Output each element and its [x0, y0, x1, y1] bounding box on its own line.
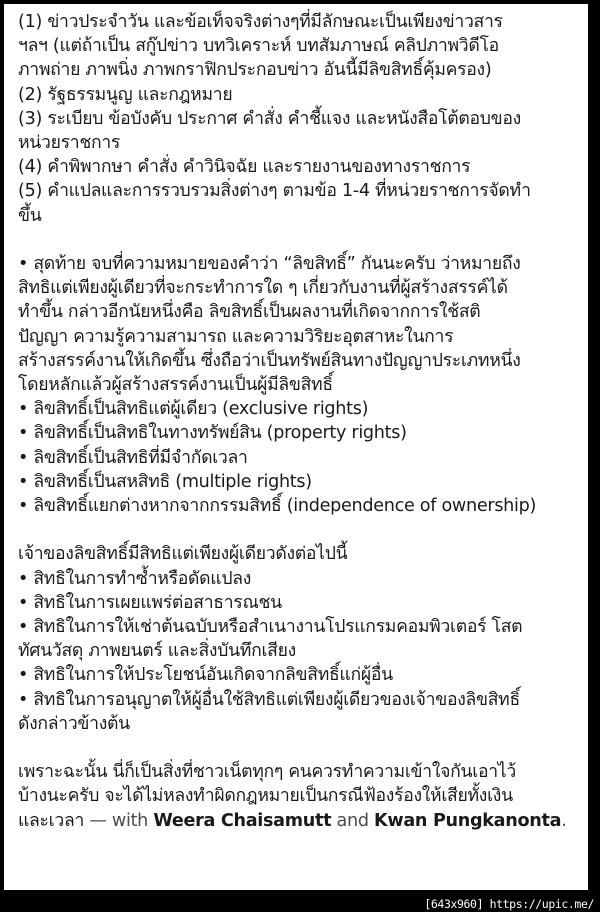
text-line: (2) รัฐธรรมนูญ และกฎหมาย: [18, 84, 233, 105]
paragraph-gap: [18, 736, 584, 760]
paragraph-gap: [18, 228, 584, 252]
period: .: [561, 810, 567, 831]
bullet-item: • ลิขสิทธิ์เป็นสหสิทธิ (multiple rights): [18, 471, 312, 492]
text-line: (4) คำพิพากษา คำสั่ง คำวินิจฉัย และรายงานของทางราชการ: [18, 157, 471, 178]
bullet-item: • ลิขสิทธิ์แยกต่างหากจากกรรมสิทธิ์ (independence of ownership): [18, 496, 537, 517]
with-label: — with: [84, 810, 154, 831]
text-line: ดังกล่าวข้างต้น: [18, 713, 130, 734]
section-exceptions-list: [18, 10, 584, 228]
text-line: ภาพถ่าย ภาพนิ่ง ภาพกราฟิกประกอบข่าว อันนี้มีลิขสิทธิ์คุ้มครอง): [18, 60, 492, 81]
text-line: ฯลฯ (แต่ถ้าเป็น สกู๊ปข่าว บทวิเคราะห์ บทสัมภาษณ์ คลิปภาพวิดีโอ: [18, 36, 499, 57]
text-line: บ้างนะครับ จะได้ไม่หลงทำผิดกฎหมายเป็นกรณีฟ้องร้องให้เสียทั้งเงิน: [18, 786, 513, 807]
text-line: ขึ้น: [18, 205, 42, 226]
text-line: (3) ระเบียบ ข้อบังคับ ประกาศ คำสั่ง คำชี้แจง และหนังสือโต้ตอบของ: [18, 108, 521, 129]
text-line-with-tags: [18, 809, 584, 833]
text-segment: และเวลา: [18, 810, 85, 831]
bullet-item: • ลิขสิทธิ์เป็นสิทธิแต่ผู้เดียว (exclusive rights): [18, 399, 369, 420]
text-line: ทำขึ้น กล่าวอีกนัยหนึ่งคือ ลิขสิทธิ์เป็นผลงานที่เกิดจากการใช้สติ: [18, 302, 481, 323]
text-line: เพราะฉะนั้น นี่ก็เป็นสิ่งที่ชาวเน็ตทุกๆ คนควรทำความเข้าใจกันเอาไว้: [18, 762, 516, 783]
tagged-person-link[interactable]: Kwan Pungkanonta: [374, 810, 562, 831]
text-line: ทัศนวัสดุ ภาพยนตร์ และสิ่งบันทึกเสียง: [18, 641, 296, 662]
section-owner-rights: [18, 542, 584, 736]
image-host-watermark: [643x960] https://upic.me/: [424, 897, 594, 911]
bullet-item: • สิทธิในการให้เช่าต้นฉบับหรือสำเนางานโปรแกรมคอมพิวเตอร์ โสต: [18, 617, 523, 638]
section-conclusion: [18, 760, 584, 833]
tagged-person-link[interactable]: Weera Chaisamutt: [153, 810, 332, 831]
text-line: เจ้าของลิขสิทธิ์มีสิทธิแต่เพียงผู้เดียวดังต่อไปนี้: [18, 544, 348, 565]
bullet-item: • สิทธิในการทำซ้ำหรือดัดแปลง: [18, 568, 251, 589]
bullet-item: • สิทธิในการอนุญาตให้ผู้อื่นใช้สิทธิแต่เพียงผู้เดียวของเจ้าของลิขสิทธิ์: [18, 689, 520, 710]
bullet-item: • สิทธิในการเผยแพร่ต่อสาธารณชน: [18, 592, 282, 613]
text-line: ปัญญา ความรู้ความสามารถ และความวิริยะอุตสาหะในการ: [18, 326, 454, 347]
post-text: [18, 10, 584, 833]
text-line: โดยหลักแล้วผู้สร้างสรรค์งานเป็นผู้มีลิขสิทธิ์: [18, 375, 333, 396]
section-copyright-meaning: [18, 252, 584, 518]
and-label: and: [331, 810, 375, 831]
paragraph-gap: [18, 518, 584, 542]
text-line: (1) ข่าวประจำวัน และข้อเท็จจริงต่างๆที่มีลักษณะเป็นเพียงข่าวสาร: [18, 12, 503, 32]
bullet-item: • สิทธิในการให้ประโยชน์อันเกิดจากลิขสิทธิ์แก่ผู้อื่น: [18, 665, 393, 686]
text-line: สิทธิแต่เพียงผู้เดียวที่จะกระทำการใด ๆ เกี่ยวกับงานที่ผู้สร้างสรรค์ได้: [18, 278, 508, 299]
text-line: (5) คำแปลและการรวบรวมสิ่งต่างๆ ตามข้อ 1-4 ที่หน่วยราชการจัดทำ: [18, 181, 531, 202]
bullet-item: • ลิขสิทธิ์เป็นสิทธิที่มีจำกัดเวลา: [18, 447, 248, 468]
bullet-item: • ลิขสิทธิ์เป็นสิทธิในทางทรัพย์สิน (property rights): [18, 423, 407, 444]
text-line: สร้างสรรค์งานให้เกิดขึ้น ซึ่งถือว่าเป็นทรัพย์สินทางปัญญาประเภทหนึ่ง: [18, 350, 521, 371]
text-line: • สุดท้าย จบที่ความหมายของคำว่า “ลิขสิทธิ์” กันนะครับ ว่าหมายถึง: [18, 254, 521, 275]
post-image: [4, 4, 588, 890]
text-line: หน่วยราชการ: [18, 133, 121, 154]
